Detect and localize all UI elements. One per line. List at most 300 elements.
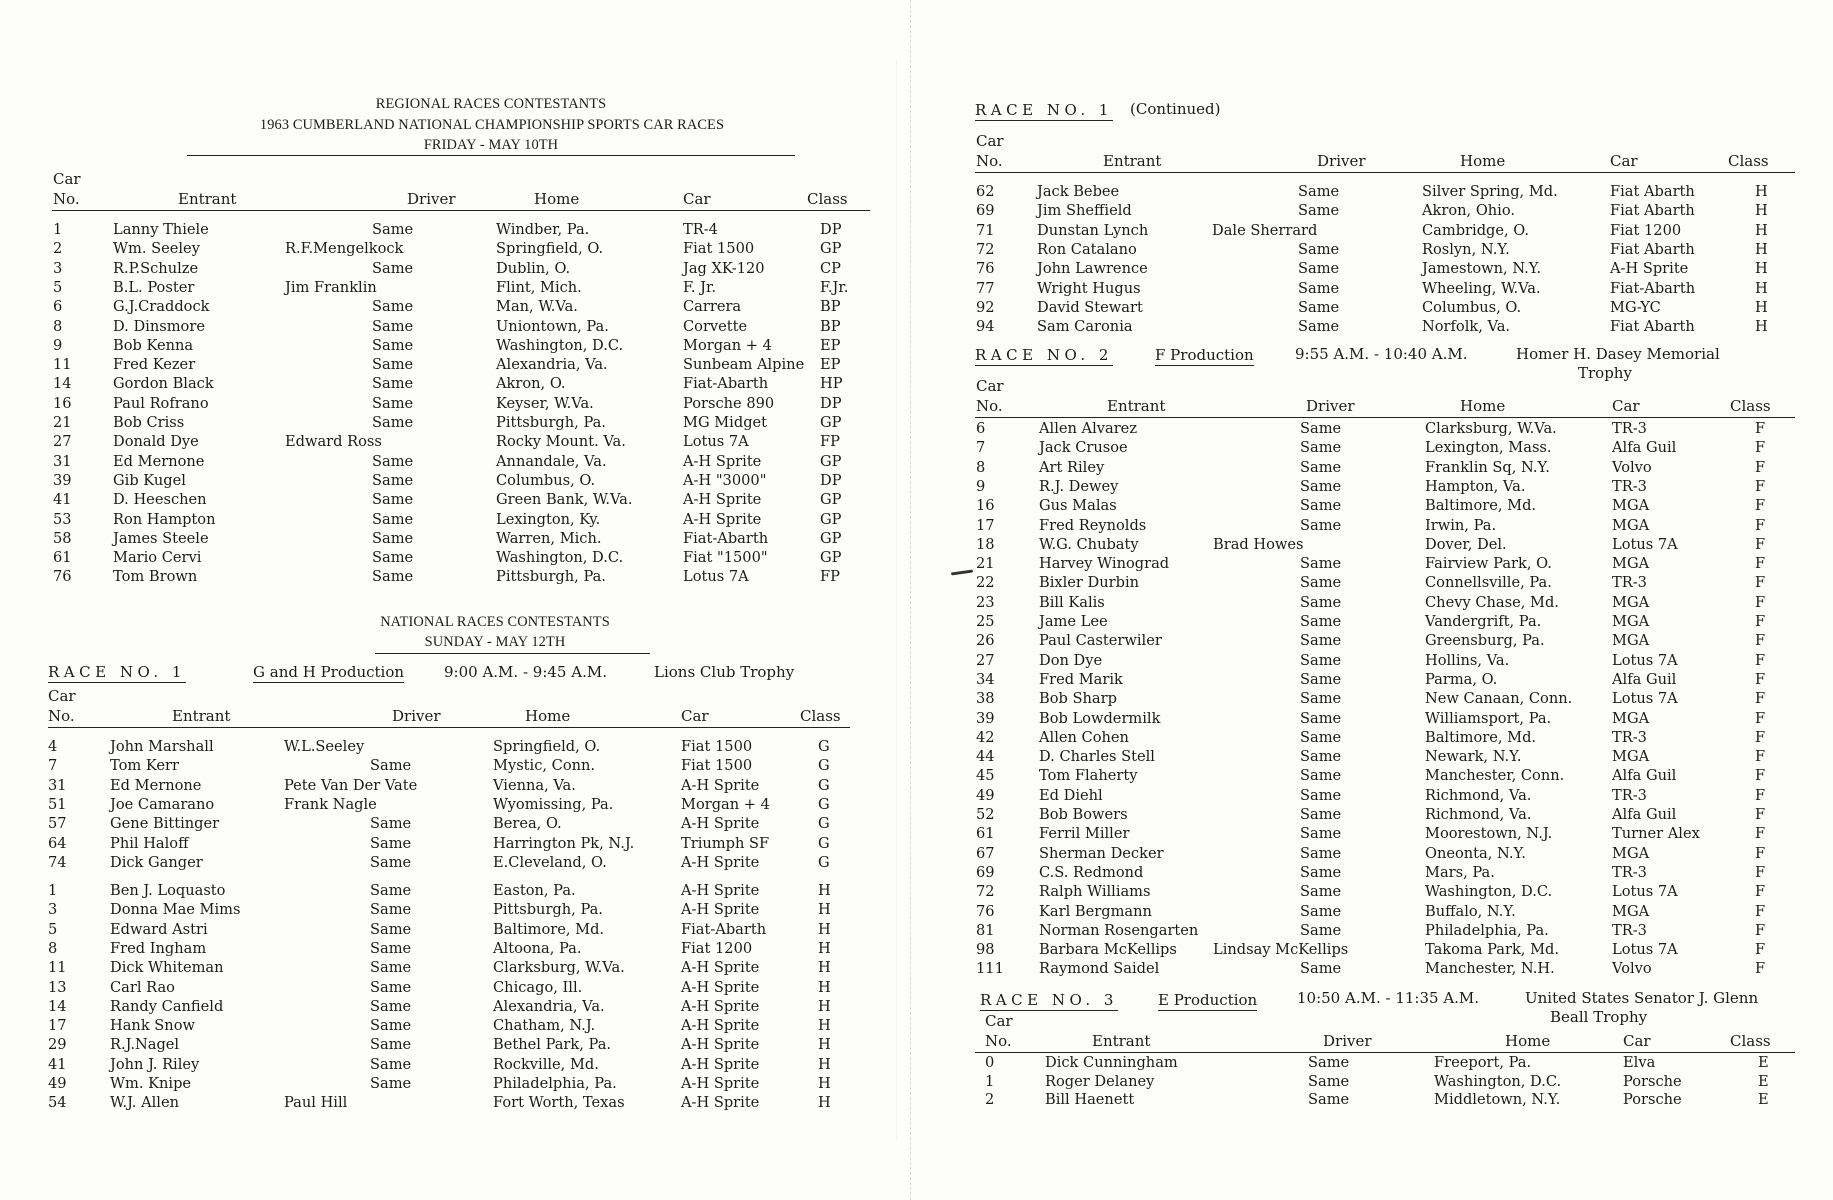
- column-header-no: No.: [985, 1032, 1012, 1050]
- car-number: 67: [976, 844, 995, 862]
- home-town: Middletown, N.Y.: [1434, 1091, 1561, 1108]
- driver-name: Same: [372, 356, 414, 374]
- home-town: Easton, Pa.: [493, 882, 576, 899]
- driver-name: Same: [1300, 497, 1342, 515]
- home-town: E.Cleveland, O.: [493, 853, 607, 871]
- race1-continued-note: (Continued): [1130, 100, 1221, 118]
- entrant-name: Bill Kalis: [1039, 593, 1105, 611]
- entrant-name: Bob Criss: [113, 414, 185, 431]
- car-model: Elva: [1623, 1054, 1656, 1071]
- entrant-name: Art Riley: [1039, 458, 1105, 476]
- car-model: MGA: [1612, 613, 1650, 630]
- entrant-name: Barbara McKellips: [1039, 941, 1177, 959]
- column-header-class: Class: [1728, 152, 1769, 170]
- car-model: Alfa Guil: [1612, 806, 1677, 823]
- race1-trophy: Lions Club Trophy: [654, 663, 795, 681]
- race-class: G: [818, 795, 830, 813]
- entrant-name: Raymond Saidel: [1039, 960, 1160, 978]
- entrant-name: Dunstan Lynch: [1037, 221, 1149, 239]
- car-number: 31: [53, 452, 72, 470]
- driver-name: Same: [370, 939, 412, 957]
- car-model: TR-4: [683, 221, 718, 238]
- column-header-driver: Driver: [407, 190, 456, 208]
- home-town: Baltimore, Md.: [493, 920, 605, 938]
- car-number: 42: [976, 728, 995, 746]
- home-town: Mars, Pa.: [1425, 863, 1495, 881]
- car-number: 1: [985, 1072, 995, 1090]
- car-model: Lotus 7A: [1612, 941, 1678, 959]
- car-model: A-H Sprite: [681, 853, 760, 871]
- race-class: G: [818, 853, 830, 871]
- car-number: 4: [48, 738, 58, 755]
- entrant-name: Mario Cervi: [113, 549, 202, 567]
- entrant-name: Randy Canfield: [110, 997, 224, 1015]
- entrant-name: W.G. Chubaty: [1039, 535, 1139, 553]
- driver-name: Same: [1298, 183, 1340, 200]
- car-number: 77: [976, 279, 995, 297]
- driver-name: Same: [1300, 420, 1342, 437]
- race-class: GP: [820, 452, 842, 470]
- car-number: 21: [53, 414, 72, 431]
- home-town: Windber, Pa.: [496, 221, 590, 238]
- race-class: DP: [820, 221, 842, 238]
- car-model: Porsche: [1623, 1091, 1682, 1108]
- entrant-name: Ed Diehl: [1039, 786, 1103, 804]
- driver-name: Same: [370, 920, 412, 938]
- car-model: Porsche: [1623, 1072, 1682, 1090]
- race-class: F: [1755, 863, 1766, 881]
- race-class: H: [818, 959, 831, 977]
- race2-production: F Production: [1155, 346, 1254, 364]
- car-number: 9: [976, 477, 986, 495]
- car-number: 74: [48, 853, 67, 871]
- car-model: Fiat Abarth: [1610, 183, 1695, 200]
- car-number: 27: [53, 433, 72, 451]
- entrant-name: Lanny Thiele: [113, 221, 209, 238]
- column-header-driver: Driver: [1306, 397, 1355, 415]
- home-town: Springfield, O.: [496, 240, 604, 258]
- car-model: A-H Sprite: [681, 1075, 760, 1092]
- driver-name: Same: [1300, 883, 1342, 901]
- entrant-name: Bob Lowdermilk: [1039, 709, 1161, 727]
- column-header-car-top: Car: [976, 132, 1004, 150]
- column-header-no: No.: [976, 397, 1003, 415]
- home-town: Chicago, Ill.: [493, 978, 583, 996]
- column-header-entrant: Entrant: [1092, 1032, 1151, 1050]
- race-class: F: [1755, 883, 1766, 901]
- race3-production: E Production: [1158, 991, 1258, 1009]
- car-number: 8: [976, 458, 986, 476]
- entrant-name: Ed Mernone: [113, 452, 205, 470]
- race-class: H: [1755, 202, 1768, 220]
- race-class: F: [1755, 921, 1766, 939]
- home-town: Manchester, Conn.: [1425, 767, 1565, 785]
- home-town: Clarksburg, W.Va.: [1425, 420, 1557, 437]
- home-town: Wyomissing, Pa.: [493, 795, 614, 813]
- car-model: Morgan + 4: [681, 795, 770, 813]
- driver-name: Same: [1300, 709, 1342, 727]
- home-town: Takoma Park, Md.: [1425, 941, 1559, 959]
- entrant-name: Fred Ingham: [110, 939, 207, 957]
- car-model: Jag XK-120: [683, 259, 765, 277]
- race-class: FP: [820, 568, 840, 586]
- entrant-name: Norman Rosengarten: [1039, 921, 1199, 939]
- car-number: 27: [976, 651, 995, 669]
- car-number: 61: [976, 825, 995, 843]
- entrant-name: Donna Mae Mims: [110, 901, 241, 919]
- column-header-car: Car: [683, 190, 711, 208]
- column-header-home: Home: [1460, 397, 1506, 415]
- car-number: 49: [976, 786, 995, 804]
- race1-production: G and H Production: [253, 663, 405, 681]
- driver-name: Same: [1300, 516, 1342, 534]
- entrant-name: Allen Alvarez: [1039, 420, 1138, 437]
- car-number: 61: [53, 549, 72, 567]
- driver-name: Same: [1298, 260, 1340, 278]
- car-number: 25: [976, 613, 995, 630]
- entrant-name: Fred Kezer: [113, 356, 196, 374]
- driver-name: Same: [1308, 1072, 1350, 1090]
- home-town: Silver Spring, Md.: [1422, 183, 1558, 200]
- race-class: E: [1758, 1072, 1769, 1090]
- car-number: 98: [976, 941, 995, 959]
- entrant-name: John Marshall: [110, 738, 214, 755]
- race-class: FP: [820, 433, 840, 451]
- car-number: 6: [976, 420, 986, 437]
- driver-name: Same: [1300, 593, 1342, 611]
- entrant-name: Fred Marik: [1039, 670, 1123, 688]
- driver-name: Same: [1300, 439, 1342, 457]
- car-model: Fiat-Abarth: [681, 920, 767, 938]
- race3-trophy: United States Senator J. Glenn: [1525, 989, 1759, 1007]
- home-town: Dublin, O.: [496, 259, 571, 277]
- race-class: F.Jr.: [820, 278, 849, 296]
- car-number: 92: [976, 298, 995, 316]
- car-number: 69: [976, 863, 995, 881]
- car-number: 51: [48, 795, 67, 813]
- car-number: 14: [53, 375, 72, 393]
- driver-name: Same: [1308, 1091, 1350, 1108]
- car-model: MGA: [1612, 632, 1650, 650]
- entrant-name: Bob Bowers: [1039, 806, 1128, 823]
- car-model: Alfa Guil: [1612, 767, 1677, 785]
- race-class: H: [818, 939, 831, 957]
- column-header-home: Home: [534, 190, 580, 208]
- race-class: E: [1758, 1091, 1769, 1108]
- race-class: F: [1755, 806, 1766, 823]
- driver-name: Paul Hill: [284, 1094, 348, 1112]
- car-model: Fiat 1500: [683, 240, 755, 258]
- race-class: F: [1755, 613, 1766, 630]
- car-number: 21: [976, 555, 995, 573]
- car-model: A-H Sprite: [681, 959, 760, 977]
- home-town: Bethel Park, Pa.: [493, 1036, 612, 1054]
- entrant-name: Sherman Decker: [1039, 844, 1164, 862]
- car-model: A-H "3000": [683, 471, 767, 489]
- home-town: Washington, D.C.: [496, 549, 624, 567]
- car-model: Carrera: [683, 298, 742, 316]
- entrant-name: Tom Brown: [113, 568, 198, 586]
- race2-label: RACE NO. 2: [975, 346, 1113, 364]
- race-class: CP: [820, 259, 841, 277]
- driver-name: Same: [1300, 844, 1342, 862]
- car-model: Lotus 7A: [1612, 883, 1678, 901]
- home-town: Lexington, Mass.: [1425, 439, 1552, 457]
- driver-name: Same: [372, 510, 414, 528]
- entrant-name: Joe Camarano: [110, 795, 215, 813]
- car-number: 13: [48, 978, 67, 996]
- entrant-name: Hank Snow: [110, 1017, 195, 1035]
- car-number: 34: [976, 670, 995, 688]
- race-class: E: [1758, 1054, 1769, 1071]
- home-town: Newark, N.Y.: [1425, 748, 1522, 766]
- car-model: A-H Sprite: [681, 1017, 760, 1035]
- entrant-name: Bob Kenna: [113, 336, 194, 354]
- car-model: A-H Sprite: [681, 815, 760, 833]
- column-header-entrant: Entrant: [1103, 152, 1162, 170]
- column-header-entrant: Entrant: [1107, 397, 1166, 415]
- driver-name: Same: [372, 317, 414, 335]
- entrant-name: Paul Casterwiler: [1039, 632, 1162, 650]
- car-model: Fiat 1500: [681, 757, 753, 775]
- race-class: H: [818, 1055, 831, 1073]
- race-class: DP: [820, 394, 842, 412]
- car-number: 31: [48, 776, 67, 794]
- car-model: Triumph SF: [681, 834, 770, 852]
- car-model: MGA: [1612, 844, 1650, 862]
- car-model: Fiat-Abarth: [1610, 279, 1696, 297]
- race-class: F: [1755, 748, 1766, 766]
- driver-name: Same: [372, 298, 414, 316]
- home-town: Alexandria, Va.: [493, 997, 605, 1015]
- car-number: 16: [53, 394, 72, 412]
- race-class: DP: [820, 471, 842, 489]
- car-model: MGA: [1612, 709, 1650, 727]
- column-header-driver: Driver: [392, 707, 441, 725]
- driver-name: Same: [1300, 458, 1342, 476]
- car-number: 2: [53, 240, 63, 258]
- driver-name: Same: [370, 1036, 412, 1054]
- car-model: F. Jr.: [683, 278, 716, 296]
- car-number: 81: [976, 921, 995, 939]
- entrant-name: Ron Hampton: [113, 510, 216, 528]
- car-model: A-H Sprite: [681, 997, 760, 1015]
- event-title: 1963 CUMBERLAND NATIONAL CHAMPIONSHIP SPORTS CAR RACES: [259, 117, 725, 133]
- car-number: 49: [48, 1075, 67, 1092]
- entrant-name: Ferril Miller: [1039, 825, 1130, 843]
- column-header-class: Class: [807, 190, 848, 208]
- home-town: New Canaan, Conn.: [1425, 690, 1573, 708]
- race-class: F: [1755, 497, 1766, 515]
- home-town: Green Bank, W.Va.: [496, 491, 633, 509]
- column-header-driver: Driver: [1323, 1032, 1372, 1050]
- driver-name: Edward Ross: [285, 433, 382, 451]
- race-class: GP: [820, 529, 842, 547]
- car-number: 16: [976, 497, 995, 515]
- driver-name: Same: [372, 568, 414, 586]
- race-class: F: [1755, 670, 1766, 688]
- driver-name: Same: [370, 815, 412, 833]
- entrant-name: Fred Reynolds: [1039, 516, 1147, 534]
- car-model: A-H Sprite: [681, 901, 760, 919]
- car-number: 94: [976, 318, 995, 336]
- entrant-name: G.J.Craddock: [113, 298, 210, 316]
- home-town: Freeport, Pa.: [1434, 1054, 1532, 1071]
- entrant-name: Sam Caronia: [1037, 318, 1133, 336]
- driver-name: Same: [370, 882, 412, 899]
- entrant-name: David Stewart: [1037, 298, 1143, 316]
- national-underline: [375, 653, 650, 654]
- home-town: Manchester, N.H.: [1425, 960, 1555, 978]
- driver-name: Same: [1298, 202, 1340, 220]
- entrant-name: Bixler Durbin: [1039, 574, 1140, 592]
- column-header-car-top: Car: [976, 377, 1004, 395]
- driver-name: Same: [1300, 921, 1342, 939]
- home-town: Akron, Ohio.: [1422, 202, 1516, 220]
- home-town: Pittsburgh, Pa.: [496, 568, 606, 586]
- driver-name: Same: [370, 834, 412, 852]
- entrant-name: Bill Haenett: [1045, 1091, 1135, 1108]
- page-gutter-divider: [910, 0, 911, 1200]
- driver-name: R.F.Mengelkock: [285, 240, 404, 258]
- race-class: F: [1755, 960, 1766, 978]
- car-number: 54: [48, 1094, 67, 1112]
- car-number: 1: [53, 221, 63, 238]
- race-class: H: [1755, 298, 1768, 316]
- entrant-name: Gene Bittinger: [110, 815, 220, 833]
- race-class: HP: [820, 375, 843, 393]
- race-class: F: [1755, 825, 1766, 843]
- car-number: 64: [48, 834, 67, 852]
- driver-name: Same: [1300, 477, 1342, 495]
- race-class: H: [818, 997, 831, 1015]
- car-number: 17: [48, 1017, 67, 1035]
- car-model: Fiat-Abarth: [683, 529, 769, 547]
- column-header-car: Car: [1612, 397, 1640, 415]
- car-model: Lotus 7A: [1612, 651, 1678, 669]
- home-town: Altoona, Pa.: [493, 939, 582, 957]
- race-class: G: [818, 834, 830, 852]
- car-model: A-H Sprite: [683, 491, 762, 509]
- car-model: Porsche 890: [683, 394, 775, 412]
- column-header-class: Class: [1730, 397, 1771, 415]
- car-number: 72: [976, 883, 995, 901]
- race1-cont-label: RACE NO. 1: [975, 101, 1113, 119]
- column-header-home: Home: [525, 707, 571, 725]
- car-model: Fiat "1500": [683, 549, 768, 567]
- entrant-name: Roger Delaney: [1045, 1072, 1155, 1090]
- car-number: 57: [48, 815, 67, 833]
- car-number: 39: [976, 709, 995, 727]
- home-town: Baltimore, Md.: [1425, 728, 1537, 746]
- home-town: Philadelphia, Pa.: [1425, 921, 1549, 939]
- car-number: 9: [53, 336, 63, 354]
- entrant-name: Gordon Black: [113, 375, 214, 393]
- home-town: Fairview Park, O.: [1425, 555, 1552, 573]
- race-class: F: [1755, 690, 1766, 708]
- car-number: 6: [53, 298, 63, 316]
- column-header-class: Class: [800, 707, 841, 725]
- car-model: Fiat 1200: [681, 939, 753, 957]
- car-model: A-H Sprite: [681, 882, 760, 899]
- race3-time: 10:50 A.M. - 11:35 A.M.: [1297, 989, 1480, 1007]
- car-number: 5: [53, 278, 63, 296]
- home-town: Washington, D.C.: [496, 336, 624, 354]
- home-town: Lexington, Ky.: [496, 510, 601, 528]
- column-header-car-top: Car: [985, 1012, 1013, 1030]
- car-model: A-H Sprite: [1610, 260, 1689, 278]
- race-class: F: [1755, 516, 1766, 534]
- home-town: Vandergrift, Pa.: [1425, 613, 1542, 630]
- entrant-name: Wm. Knipe: [110, 1075, 192, 1092]
- home-town: Columbus, O.: [1422, 298, 1522, 316]
- car-model: MG Midget: [683, 414, 768, 431]
- car-model: A-H Sprite: [681, 1055, 760, 1073]
- home-town: Mystic, Conn.: [493, 757, 596, 775]
- entrant-name: Jack Crusoe: [1039, 439, 1128, 457]
- car-model: Sunbeam Alpine: [683, 356, 805, 374]
- car-model: MGA: [1612, 516, 1650, 534]
- home-town: Akron, O.: [496, 375, 566, 393]
- home-town: Wheeling, W.Va.: [1422, 279, 1541, 297]
- race2-time: 9:55 A.M. - 10:40 A.M.: [1295, 345, 1468, 363]
- driver-name: Same: [1298, 298, 1340, 316]
- car-model: TR-3: [1612, 420, 1647, 437]
- column-header-home: Home: [1460, 152, 1506, 170]
- column-header-no: No.: [48, 707, 75, 725]
- entrant-name: R.J. Dewey: [1039, 477, 1119, 495]
- driver-name: Same: [1300, 632, 1342, 650]
- car-number: 7: [976, 439, 986, 457]
- column-header-no: No.: [976, 152, 1003, 170]
- race-class: F: [1755, 941, 1766, 959]
- car-number: 26: [976, 632, 995, 650]
- race-class: H: [1755, 318, 1768, 336]
- race-class: H: [1755, 183, 1768, 200]
- driver-name: Same: [1300, 786, 1342, 804]
- car-model: Volvo: [1612, 458, 1652, 476]
- column-header-car: Car: [1610, 152, 1638, 170]
- home-town: Richmond, Va.: [1425, 806, 1532, 823]
- home-town: Roslyn, N.Y.: [1422, 240, 1510, 258]
- car-model: A-H Sprite: [681, 978, 760, 996]
- home-town: Fort Worth, Texas: [493, 1094, 625, 1112]
- driver-name: Same: [370, 1055, 412, 1073]
- race-class: G: [818, 776, 830, 794]
- driver-name: Same: [1298, 279, 1340, 297]
- race-class: H: [818, 920, 831, 938]
- entrant-name: James Steele: [113, 529, 209, 547]
- car-number: 11: [48, 959, 67, 977]
- entrant-name: John J. Riley: [110, 1055, 200, 1073]
- entrant-name: Bob Sharp: [1039, 690, 1117, 708]
- home-town: Cambridge, O.: [1422, 221, 1530, 239]
- race-class: F: [1755, 902, 1766, 920]
- driver-name: Same: [370, 757, 412, 775]
- driver-name: Jim Franklin: [285, 278, 377, 296]
- car-number: 22: [976, 574, 995, 592]
- car-number: 8: [48, 939, 58, 957]
- entrant-name: Edward Astri: [110, 920, 208, 938]
- regional-title: REGIONAL RACES CONTESTANTS: [375, 96, 607, 112]
- home-town: Moorestown, N.J.: [1425, 825, 1553, 843]
- driver-name: Same: [372, 259, 414, 277]
- column-header-entrant: Entrant: [172, 707, 231, 725]
- car-number: 58: [53, 529, 72, 547]
- car-number: 1: [48, 882, 58, 899]
- car-number: 7: [48, 757, 58, 775]
- car-model: Alfa Guil: [1612, 439, 1677, 457]
